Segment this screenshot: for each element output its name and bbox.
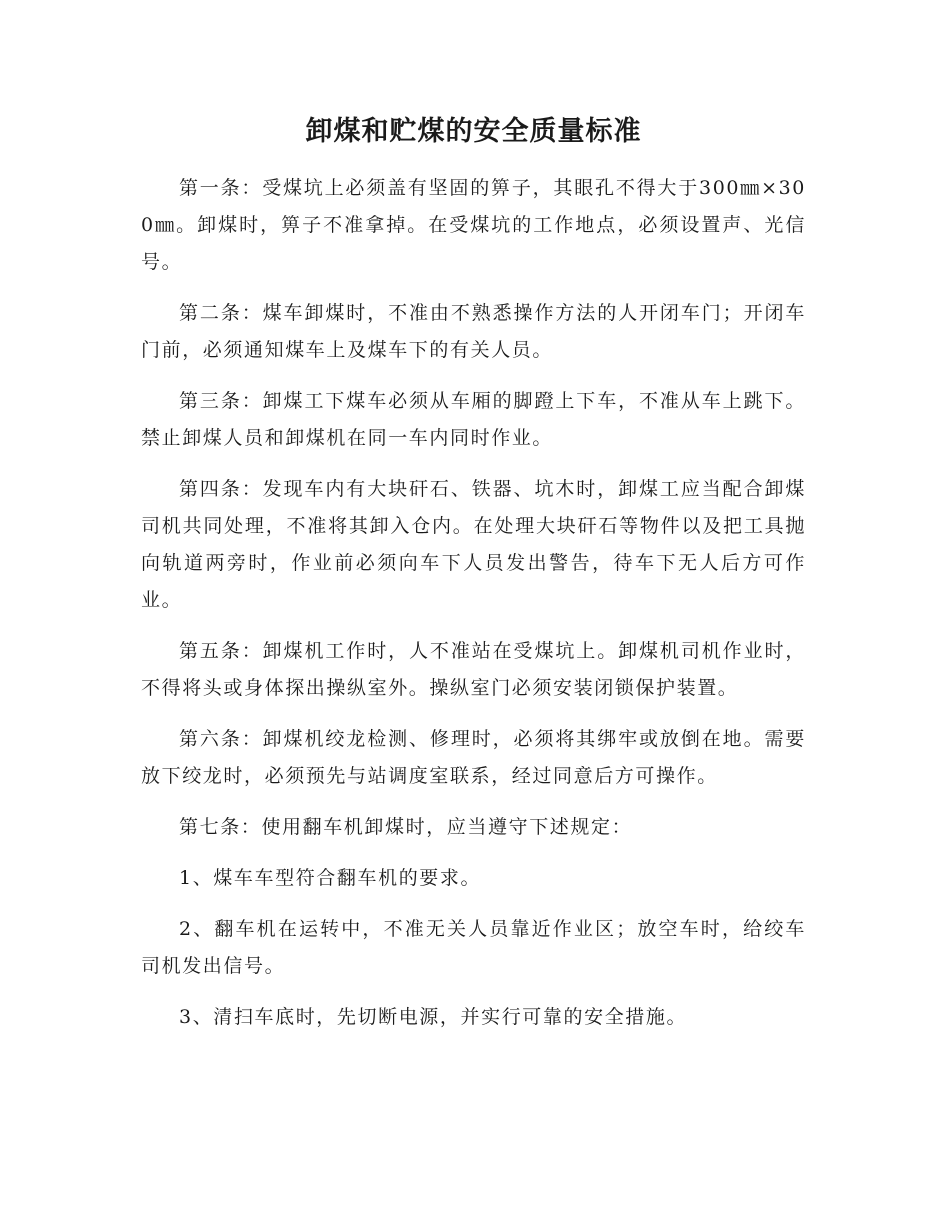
paragraph-article-6: 第六条：卸煤机绞龙检测、修理时，必须将其绑牢或放倒在地。需要放下绞龙时，必须预先与站调度室联系，经过同意后方可操作。 — [141, 728, 806, 787]
paragraph-article-2: 第二条：煤车卸煤时，不准由不熟悉操作方法的人开闭车门；开闭车门前，必须通知煤车上及煤车下的有关人员。 — [141, 302, 806, 361]
paragraph-article-5: 第五条：卸煤机工作时，人不准站在受煤坑上。卸煤机司机作业时，不得将头或身体探出操纵室外。操纵室门必须安装闭锁保护装置。 — [141, 640, 806, 699]
document-page — [141, 112, 806, 1050]
paragraph-article-3: 第三条：卸煤工下煤车必须从车厢的脚蹬上下车，不准从车上跳下。禁止卸煤人员和卸煤机在同一车内同时作业。 — [141, 390, 806, 449]
document-title: 卸煤和贮煤的安全质量标准 — [305, 116, 642, 147]
paragraph-article-4: 第四条：发现车内有大块矸石、铁器、坑木时，卸煤工应当配合卸煤司机共同处理，不准将其卸入仓内。在处理大块矸石等物件以及把工具抛向轨道两旁时，作业前必须向车下人员发出警告，待车下无人后方可作业。 — [141, 478, 806, 611]
paragraph-rule-1: 1、煤车车型符合翻车机的要求。 — [179, 867, 482, 889]
paragraph-rule-3: 3、清扫车底时，先切断电源，并实行可靠的安全措施。 — [179, 1006, 688, 1028]
paragraph-rule-2: 2、翻车机在运转中，不准无关人员靠近作业区；放空车时，给绞车司机发出信号。 — [141, 918, 806, 977]
paragraph-article-1: 第一条：受煤坑上必须盖有坚固的箅子，其眼孔不得大于300㎜×300㎜。卸煤时，箅子不准拿掉。在受煤坑的工作地点，必须设置声、光信号。 — [141, 177, 806, 273]
paragraph-article-7: 第七条：使用翻车机卸煤时，应当遵守下述规定： — [179, 816, 633, 838]
